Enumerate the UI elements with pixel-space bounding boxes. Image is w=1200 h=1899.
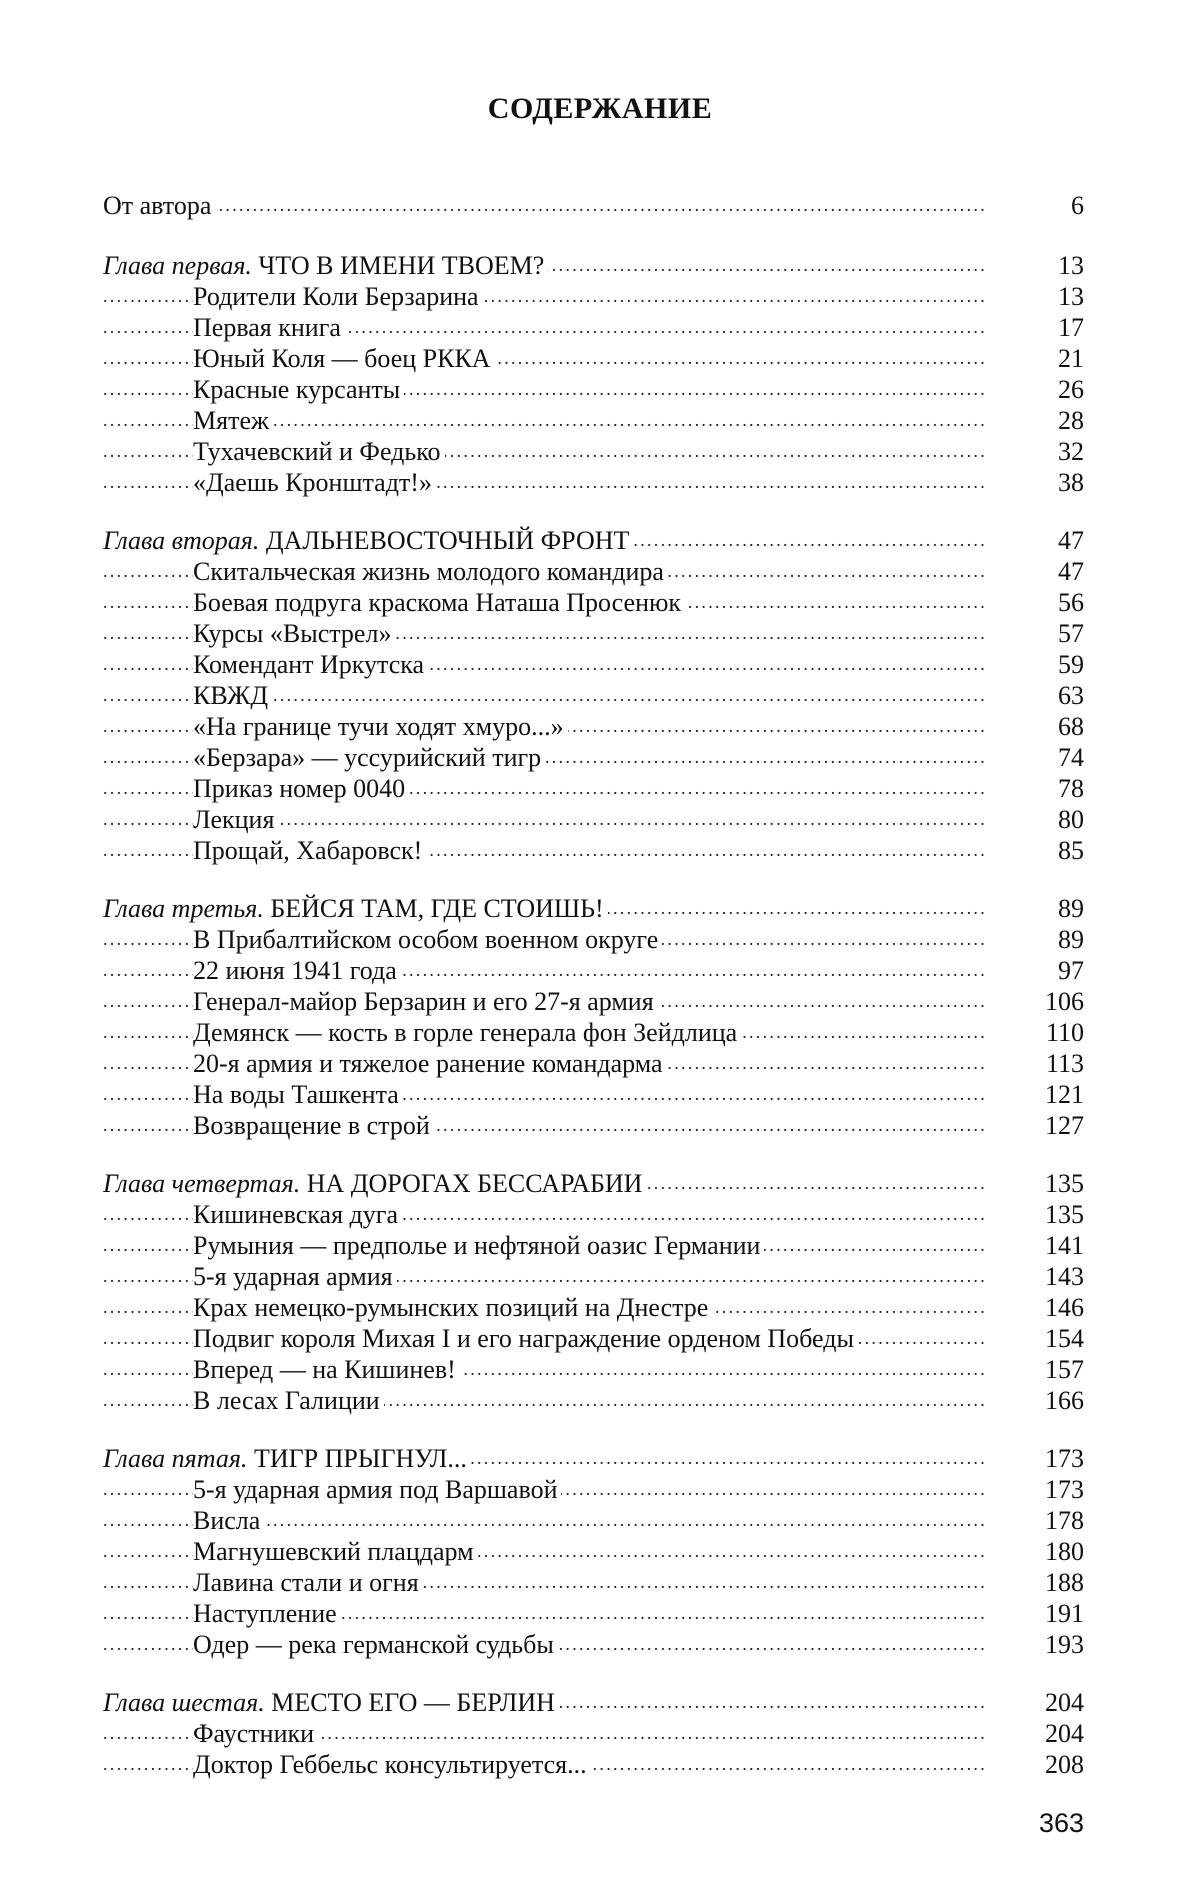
entry-page-number: 47 bbox=[1004, 556, 1084, 587]
entry-page-number: 63 bbox=[1004, 680, 1084, 711]
chapter-label: Глава первая. bbox=[103, 251, 252, 280]
chapter-spacer bbox=[103, 221, 1084, 250]
toc-intro-entry bbox=[103, 190, 1084, 221]
chapter-spacer bbox=[103, 1660, 1084, 1687]
toc-section-entry bbox=[103, 1536, 1084, 1567]
section-title: Доктор Геббельс консультируется... bbox=[193, 1750, 591, 1779]
section-title: Юный Коля — боец РККА bbox=[193, 344, 495, 373]
dot-leader: .................................................................................................................................. bbox=[103, 467, 984, 498]
entry-page-number: 135 bbox=[1004, 1199, 1084, 1230]
entry-page-number: 106 bbox=[1004, 986, 1084, 1017]
chapter-title-group bbox=[103, 526, 633, 555]
dot-leader: .................................................................................................................................. bbox=[103, 1199, 984, 1230]
section-title: Подвиг короля Михая I и его награждение орденом Победы bbox=[193, 1324, 858, 1353]
section-title: 22 июня 1941 года bbox=[193, 956, 401, 985]
chapter-label: Глава четвертая. bbox=[103, 1169, 300, 1198]
chapter-title: ТИГР ПРЫГНУЛ... bbox=[254, 1444, 467, 1473]
toc-section-entry bbox=[103, 1629, 1084, 1660]
section-title: Мятеж bbox=[193, 406, 273, 435]
section-title: Тухачевский и Федько bbox=[193, 437, 445, 466]
entry-page-number: 121 bbox=[1004, 1079, 1084, 1110]
toc-section-entry bbox=[103, 1323, 1084, 1354]
dot-leader: .................................................................................................................................. bbox=[103, 680, 984, 711]
section-title: В лесах Галиции bbox=[193, 1386, 384, 1415]
entry-page-number: 113 bbox=[1004, 1048, 1084, 1079]
entry-page-number: 178 bbox=[1004, 1505, 1084, 1536]
toc-section-entry bbox=[103, 1474, 1084, 1505]
entry-page-number: 141 bbox=[1004, 1230, 1084, 1261]
dot-leader: ........................................................................................ bbox=[103, 343, 984, 374]
entry-page-number: 32 bbox=[1004, 436, 1084, 467]
toc-section-entry bbox=[103, 924, 1084, 955]
toc-chapter-entry bbox=[103, 1168, 1084, 1199]
section-title: Демянск — кость в горле генерала фон Зейдлица bbox=[193, 1018, 741, 1047]
section-title: В Прибалтийском особом военном округе bbox=[193, 925, 662, 954]
section-title: Одер — река германской судьбы bbox=[193, 1630, 558, 1659]
page-number-footer: 363 bbox=[1039, 1808, 1084, 1839]
entry-page-number: 173 bbox=[1004, 1474, 1084, 1505]
entry-page-number: 17 bbox=[1004, 312, 1084, 343]
section-title: Первая книга bbox=[193, 313, 345, 342]
toc-section-entry bbox=[103, 1567, 1084, 1598]
dot-leader: .................................................................................................................................. bbox=[103, 1718, 984, 1749]
toc-section-entry bbox=[103, 1048, 1084, 1079]
section-title: Генерал-майор Берзарин и его 27-я армия bbox=[193, 987, 658, 1016]
section-title: Фаустники bbox=[193, 1719, 318, 1748]
entry-page-number: 193 bbox=[1004, 1629, 1084, 1660]
entry-page-number: 80 bbox=[1004, 804, 1084, 835]
section-title: 5-я ударная армия bbox=[193, 1262, 397, 1291]
section-title: Возвращение в строй bbox=[193, 1111, 434, 1140]
section-title: Приказ номер 0040 bbox=[193, 774, 409, 803]
dot-leader: .................................................................................................................................. bbox=[103, 1505, 984, 1536]
toc-chapter-entry bbox=[103, 1443, 1084, 1474]
dot-leader: .................................................................................................................................. bbox=[103, 955, 984, 986]
entry-page-number: 135 bbox=[1004, 1168, 1084, 1199]
entry-page-number: 56 bbox=[1004, 587, 1084, 618]
table-of-contents bbox=[103, 190, 1084, 1780]
chapter-label: Глава шестая. bbox=[103, 1688, 265, 1717]
toc-section-entry bbox=[103, 1261, 1084, 1292]
toc-section-entry bbox=[103, 1110, 1084, 1141]
entry-page-number: 188 bbox=[1004, 1567, 1084, 1598]
entry-page-number: 57 bbox=[1004, 618, 1084, 649]
dot-leader: ........................................................................................ bbox=[103, 1536, 984, 1567]
entry-page-number: 13 bbox=[1004, 250, 1084, 281]
chapter-title: НА ДОРОГАХ БЕССАРАБИИ bbox=[307, 1169, 643, 1198]
section-title: 5-я ударная армия под Варшавой bbox=[193, 1475, 561, 1504]
entry-page-number: 13 bbox=[1004, 281, 1084, 312]
section-title: Висла bbox=[193, 1506, 264, 1535]
section-title: «Даешь Кронштадт!» bbox=[193, 468, 436, 497]
entry-page-number: 38 bbox=[1004, 467, 1084, 498]
dot-leader: .................................................................................................................................. bbox=[103, 804, 984, 835]
entry-page-number: 21 bbox=[1004, 343, 1084, 374]
dot-leader: .................................................................................................................................. bbox=[103, 190, 984, 221]
toc-section-entry bbox=[103, 1385, 1084, 1416]
section-title: «Берзара» — уссурийский тигр bbox=[193, 743, 545, 772]
dot-leader: .................................................................................................................................. bbox=[103, 773, 984, 804]
entry-page-number: 154 bbox=[1004, 1323, 1084, 1354]
entry-page-number: 28 bbox=[1004, 405, 1084, 436]
entry-page-number: 89 bbox=[1004, 924, 1084, 955]
page-title: СОДЕРЖАНИЕ bbox=[0, 92, 1200, 126]
toc-section-entry bbox=[103, 742, 1084, 773]
chapter-title-group bbox=[103, 1688, 559, 1717]
dot-leader: .................................................................................................................................. bbox=[103, 1567, 984, 1598]
toc-section-entry bbox=[103, 1230, 1084, 1261]
section-title: Магнушевский плацдарм bbox=[193, 1537, 478, 1566]
chapter-title-group bbox=[103, 1169, 646, 1198]
section-title: Прощай, Хабаровск! bbox=[193, 836, 426, 865]
section-title: Вперед — на Кишинев! bbox=[193, 1355, 460, 1384]
toc-chapter-entry bbox=[103, 525, 1084, 556]
toc-chapter-entry bbox=[103, 250, 1084, 281]
dot-leader: .................................................................................................................................. bbox=[103, 649, 984, 680]
dot-leader: .................................................................................................................................. bbox=[103, 1598, 984, 1629]
dot-leader: .................................................................................................................................. bbox=[103, 835, 984, 866]
section-title: Родители Коли Берзарина bbox=[193, 282, 483, 311]
entry-page-number: 204 bbox=[1004, 1718, 1084, 1749]
toc-section-entry bbox=[103, 1292, 1084, 1323]
toc-section-entry bbox=[103, 618, 1084, 649]
dot-leader: .................................................................................................................................. bbox=[103, 436, 984, 467]
section-title: Скитальческая жизнь молодого командира bbox=[193, 557, 668, 586]
entry-page-number: 127 bbox=[1004, 1110, 1084, 1141]
section-title: Кишиневская дуга bbox=[193, 1200, 402, 1229]
section-title: КВЖД bbox=[193, 681, 272, 710]
entry-page-number: 204 bbox=[1004, 1687, 1084, 1718]
entry-page-number: 68 bbox=[1004, 711, 1084, 742]
entry-page-number: 26 bbox=[1004, 374, 1084, 405]
chapter-title: МЕСТО ЕГО — БЕРЛИН bbox=[271, 1688, 555, 1717]
entry-page-number: 146 bbox=[1004, 1292, 1084, 1323]
entry-page-number: 143 bbox=[1004, 1261, 1084, 1292]
dot-leader: .................................................................................................................................. bbox=[103, 1354, 984, 1385]
chapter-title-group bbox=[103, 1444, 471, 1473]
chapter-label: Глава вторая. bbox=[103, 526, 259, 555]
chapter-spacer bbox=[103, 498, 1084, 525]
toc-section-entry bbox=[103, 436, 1084, 467]
toc-section-entry bbox=[103, 1749, 1084, 1780]
entry-page-number: 78 bbox=[1004, 773, 1084, 804]
entry-page-number: 157 bbox=[1004, 1354, 1084, 1385]
chapter-label: Глава пятая. bbox=[103, 1444, 247, 1473]
toc-section-entry bbox=[103, 773, 1084, 804]
entry-page-number: 85 bbox=[1004, 835, 1084, 866]
section-title: «На границе тучи ходят хмуро...» bbox=[193, 712, 568, 741]
toc-section-entry bbox=[103, 1718, 1084, 1749]
section-title: Лавина стали и огня bbox=[193, 1568, 423, 1597]
toc-section-entry bbox=[103, 955, 1084, 986]
entry-page-number: 97 bbox=[1004, 955, 1084, 986]
entry-page-number: 89 bbox=[1004, 893, 1084, 924]
entry-page-number: 74 bbox=[1004, 742, 1084, 773]
toc-section-entry bbox=[103, 1505, 1084, 1536]
toc-section-entry bbox=[103, 1017, 1084, 1048]
section-title: На воды Ташкента bbox=[193, 1080, 403, 1109]
dot-leader: .................................................................................................................................. bbox=[103, 374, 984, 405]
entry-page-number: 110 bbox=[1004, 1017, 1084, 1048]
toc-section-entry bbox=[103, 680, 1084, 711]
chapter-title: ЧТО В ИМЕНИ ТВОЕМ? bbox=[258, 251, 544, 280]
toc-section-entry bbox=[103, 835, 1084, 866]
toc-section-entry bbox=[103, 343, 1084, 374]
toc-section-entry bbox=[103, 1354, 1084, 1385]
entry-page-number: 191 bbox=[1004, 1598, 1084, 1629]
toc-chapter-entry bbox=[103, 893, 1084, 924]
dot-leader: .................................................................................................................................. bbox=[103, 405, 984, 436]
chapter-title-group bbox=[103, 894, 608, 923]
section-title: Румыния — предполье и нефтяной оазис Германии bbox=[193, 1231, 764, 1260]
toc-section-entry bbox=[103, 467, 1084, 498]
chapter-spacer bbox=[103, 866, 1084, 893]
chapter-label: Глава третья. bbox=[103, 894, 264, 923]
toc-section-entry bbox=[103, 804, 1084, 835]
toc-section-entry bbox=[103, 649, 1084, 680]
section-title: Комендант Иркутска bbox=[193, 650, 428, 679]
chapter-spacer bbox=[103, 1416, 1084, 1443]
toc-section-entry bbox=[103, 281, 1084, 312]
section-title: Крах немецко-румынских позиций на Днестре bbox=[193, 1293, 712, 1322]
dot-leader: .................................................................................................................................. bbox=[103, 1110, 984, 1141]
chapter-spacer bbox=[103, 1141, 1084, 1168]
toc-section-entry bbox=[103, 556, 1084, 587]
chapter-title: БЕЙСЯ ТАМ, ГДЕ СТОИШЬ! bbox=[270, 894, 603, 923]
entry-page-number: 208 bbox=[1004, 1749, 1084, 1780]
section-title: Красные курсанты bbox=[193, 375, 404, 404]
toc-section-entry bbox=[103, 374, 1084, 405]
chapter-title-group bbox=[103, 251, 548, 280]
dot-leader: .................................................................................................................................. bbox=[103, 1385, 984, 1416]
toc-chapter-entry bbox=[103, 1687, 1084, 1718]
toc-section-entry bbox=[103, 1598, 1084, 1629]
toc-section-entry bbox=[103, 587, 1084, 618]
section-title: Лекция bbox=[193, 805, 278, 834]
entry-page-number: 59 bbox=[1004, 649, 1084, 680]
toc-section-entry bbox=[103, 1199, 1084, 1230]
toc-section-entry bbox=[103, 1079, 1084, 1110]
entry-page-number: 173 bbox=[1004, 1443, 1084, 1474]
toc-section-entry bbox=[103, 312, 1084, 343]
entry-page-number: 6 bbox=[1004, 190, 1084, 221]
section-title: Наступление bbox=[193, 1599, 341, 1628]
section-title: Боевая подруга краскома Наташа Просенюк bbox=[193, 588, 685, 617]
chapter-title: ДАЛЬНЕВОСТОЧНЫЙ ФРОНТ bbox=[266, 526, 630, 555]
toc-section-entry bbox=[103, 986, 1084, 1017]
entry-title: От автора bbox=[103, 191, 215, 220]
dot-leader: .................................................................................................................................. bbox=[103, 1261, 984, 1292]
entry-page-number: 47 bbox=[1004, 525, 1084, 556]
toc-section-entry bbox=[103, 405, 1084, 436]
entry-page-number: 180 bbox=[1004, 1536, 1084, 1567]
toc-section-entry bbox=[103, 711, 1084, 742]
dot-leader: ........................................................................................ bbox=[103, 281, 984, 312]
dot-leader: .................................................................................................................................. bbox=[103, 1443, 984, 1474]
section-title: 20-я армия и тяжелое ранение командарма bbox=[193, 1049, 667, 1078]
section-title: Курсы «Выстрел» bbox=[193, 619, 395, 648]
dot-leader: .................................................................................................................................. bbox=[103, 1079, 984, 1110]
entry-page-number: 166 bbox=[1004, 1385, 1084, 1416]
dot-leader: .................................................................................................................................. bbox=[103, 618, 984, 649]
dot-leader: .................................................................................................................................. bbox=[103, 312, 984, 343]
